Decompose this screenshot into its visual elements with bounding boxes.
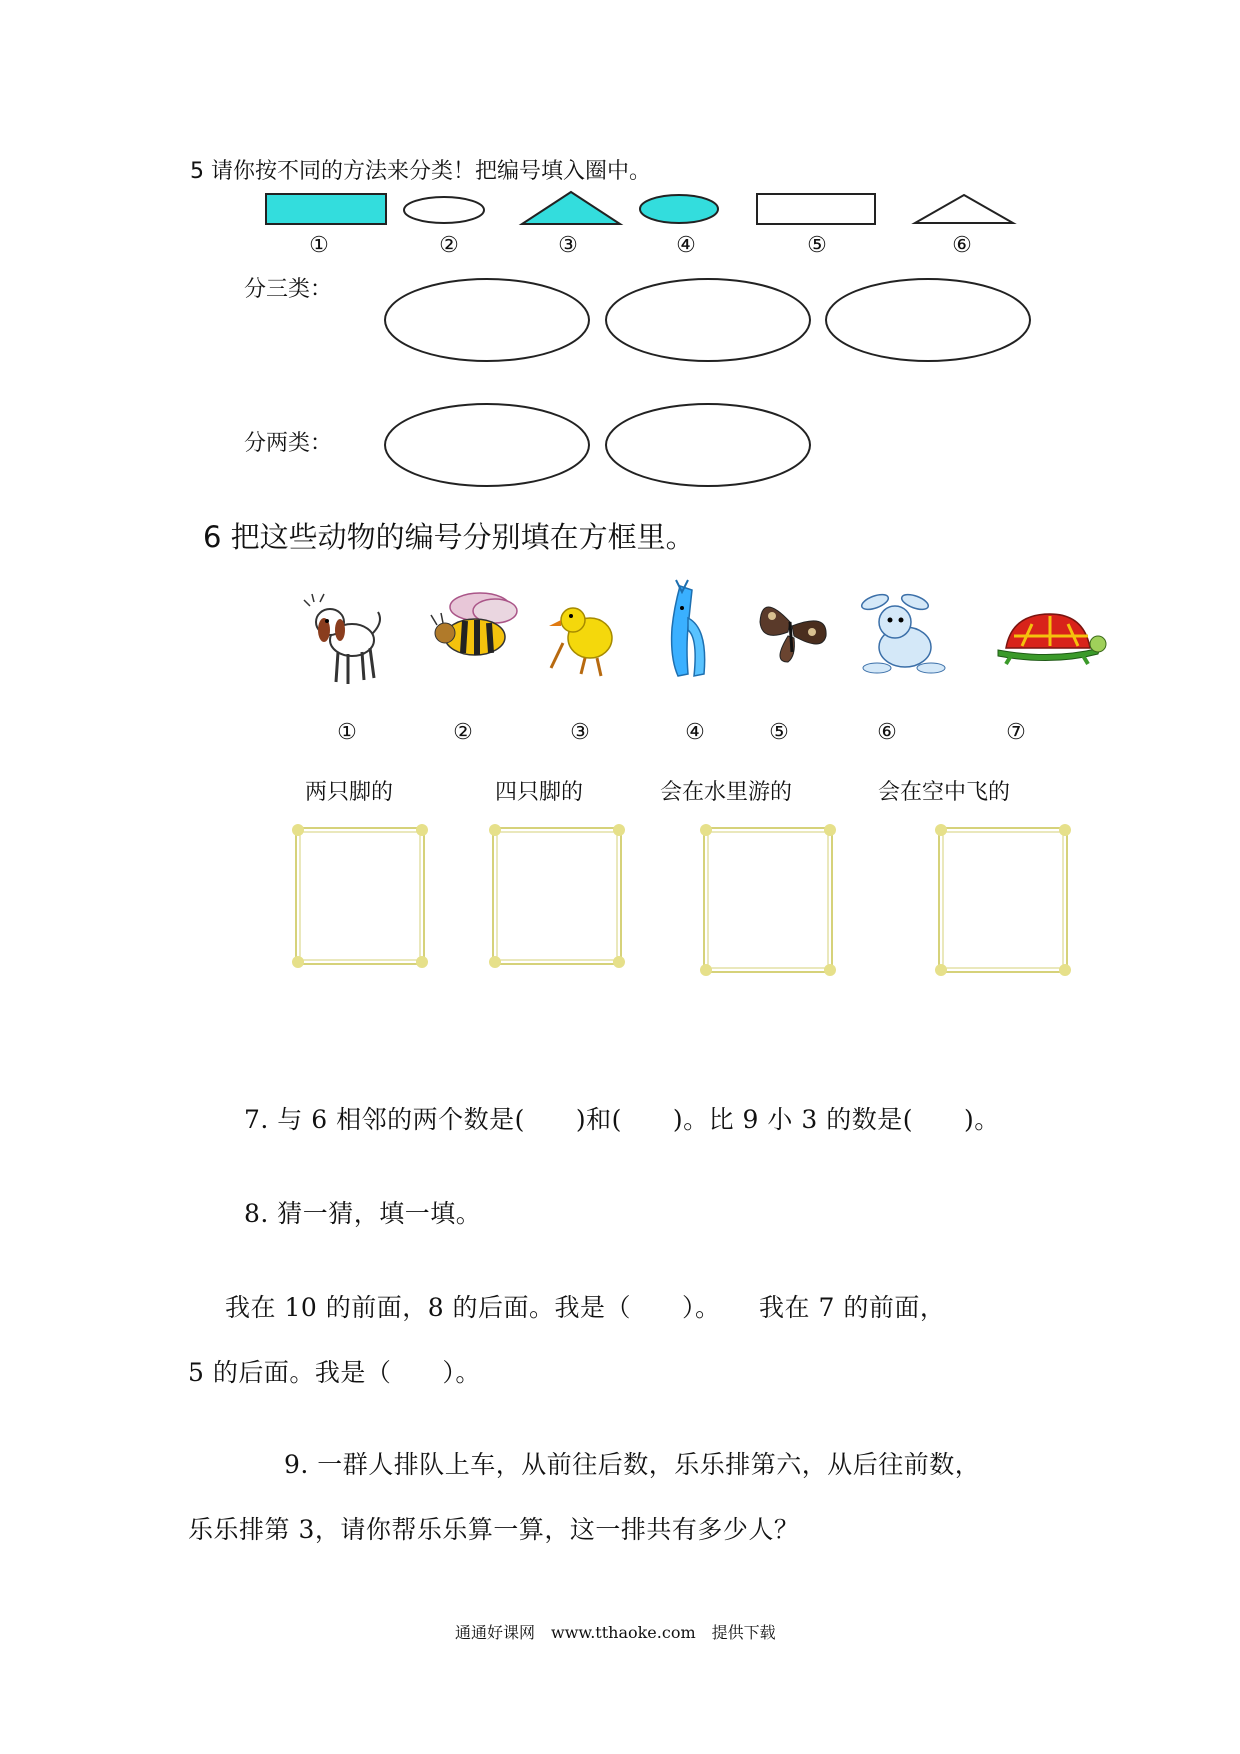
question-9-line-1: 9. 一群人排队上车，从前往后数，乐乐排第六，从后往前数，	[284, 1450, 981, 1479]
question-8-line-2: 5 的后面。我是（ ）。	[188, 1358, 481, 1387]
animal-number-2: ②	[453, 720, 473, 745]
shape-number-5: ⑤	[807, 233, 827, 258]
question-8-title: 8. 猜一猜，填一填。	[244, 1199, 482, 1228]
shape-4-cyan-ellipse	[638, 193, 720, 225]
three-group-label: 分三类：	[244, 277, 333, 302]
shape-6-white-triangle	[913, 193, 1015, 225]
shape-2-white-ellipse	[402, 195, 486, 225]
animal-number-7: ⑦	[1006, 720, 1026, 745]
fish-icon	[660, 578, 720, 683]
shape-1-cyan-rectangle	[265, 193, 387, 225]
category-fly: 会在空中飞的	[878, 780, 1011, 805]
question-8-line-1: 我在 10 的前面，8 的后面。我是（ ）。 我在 7 的前面，	[225, 1293, 946, 1322]
three-group-ellipse-3[interactable]	[824, 276, 1032, 364]
answer-frame-swim[interactable]	[698, 822, 838, 978]
question-6-title: 6 把这些动物的编号分别填在方框里。	[203, 520, 695, 554]
rabbit-icon	[855, 592, 950, 677]
animal-number-6: ⑥	[877, 720, 897, 745]
question-7: 7. 与 6 相邻的两个数是( )和( )。比 9 小 3 的数是( )。	[244, 1105, 1000, 1134]
two-group-ellipse-1[interactable]	[383, 401, 591, 489]
dog-icon	[300, 592, 390, 692]
answer-frame-two-legs[interactable]	[290, 822, 430, 970]
category-swim: 会在水里游的	[660, 780, 793, 805]
shape-5-white-rectangle	[756, 193, 876, 225]
chick-icon	[545, 598, 620, 683]
two-group-label: 分两类：	[244, 431, 333, 456]
two-group-ellipse-2[interactable]	[604, 401, 812, 489]
answer-frame-fly[interactable]	[933, 822, 1073, 978]
shape-number-6: ⑥	[952, 233, 972, 258]
shape-number-1: ①	[309, 233, 329, 258]
three-group-ellipse-2[interactable]	[604, 276, 812, 364]
shape-number-4: ④	[676, 233, 696, 258]
bee-icon	[425, 585, 520, 665]
animal-number-3: ③	[570, 720, 590, 745]
footer-credit: 通通好课网 www.tthaoke.com 提供下载	[455, 1623, 776, 1642]
question-9-line-2: 乐乐排第 3，请你帮乐乐算一算，这一排共有多少人？	[188, 1515, 800, 1544]
turtle-icon	[992, 608, 1107, 668]
answer-frame-four-legs[interactable]	[487, 822, 627, 970]
question-5-title: 5 请你按不同的方法来分类！把编号填入圈中。	[190, 159, 651, 184]
shape-3-cyan-triangle	[520, 190, 622, 226]
animal-number-5: ⑤	[769, 720, 789, 745]
category-four-legs: 四只脚的	[495, 780, 584, 805]
three-group-ellipse-1[interactable]	[383, 276, 591, 364]
shape-number-3: ③	[558, 233, 578, 258]
shape-number-2: ②	[439, 233, 459, 258]
butterfly-icon	[752, 592, 832, 667]
animal-number-1: ①	[337, 720, 357, 745]
category-two-legs: 两只脚的	[305, 780, 394, 805]
animal-number-4: ④	[685, 720, 705, 745]
